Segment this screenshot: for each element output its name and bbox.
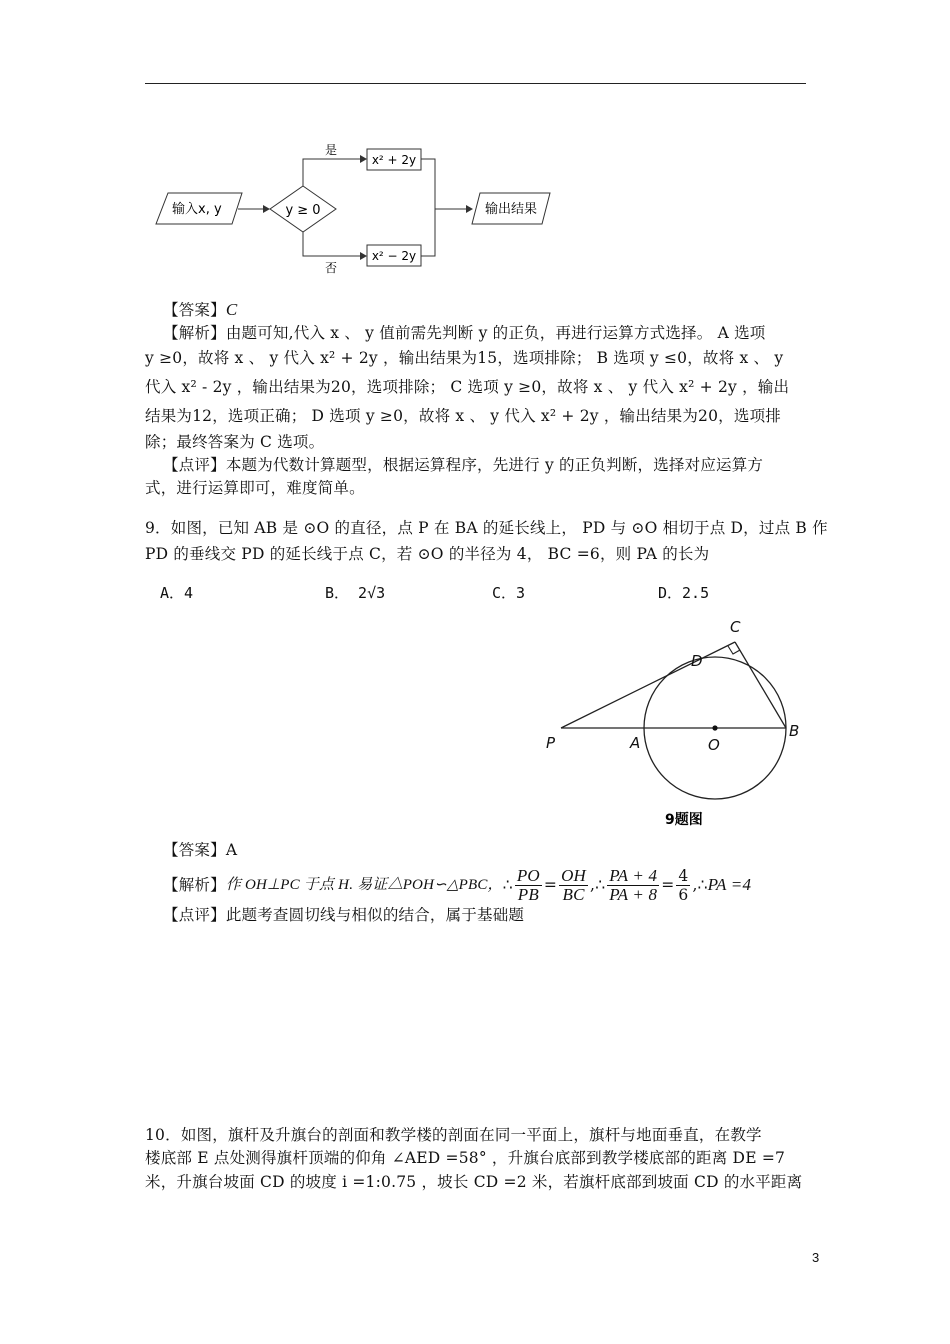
figure-caption: 9题图 xyxy=(665,812,703,828)
q8-analysis-line-5: 除；最终答案为 C 选项。 xyxy=(145,433,325,451)
center-dot xyxy=(712,725,717,730)
flowchart-diagram xyxy=(150,138,560,278)
flow-output-text: 输出结果 xyxy=(484,202,538,217)
q9-option-d: D．2.5 xyxy=(658,584,710,602)
label-o: O xyxy=(708,736,720,754)
q9-stem-line-2: PD 的垂线交 PD 的延长线于点 C，若 ⊙O 的半径为 4， BC =6，则 PA 的长为 xyxy=(145,545,710,563)
label-c: C xyxy=(730,618,741,636)
flow-condition-text: y ≥ 0 xyxy=(285,203,321,218)
q10-stem-line-1: 10．如图，旗杆及升旗台的剖面和教学楼的剖面在同一平面上，旗杆与地面垂直，在教学 xyxy=(145,1126,762,1144)
label-a: A xyxy=(630,734,641,752)
flow-yes-label: 是 xyxy=(325,143,338,157)
q9-analysis: 【解析】 作 OH⊥PC 于点 H. 易证△POH∽△PBC， ∴ $\frac{PO}{PB}$ = $\frac{OH}{BC}$ , ∴ $\frac{PA + 4}{PA + 8}$ = $\frac{4}{6}$ , ∴ PA =4 xyxy=(163,865,752,904)
q8-comment-line-1: 【点评】本题为代数计算题型，根据运算程序，先进行 y 的正负判断，选择对应运算方 xyxy=(163,456,764,474)
label-d: D xyxy=(691,652,703,670)
q9-option-c: C．3 xyxy=(492,584,526,602)
label-b: B xyxy=(789,722,800,740)
q10-stem-line-3: 米，升旗台坡面 CD 的坡度 i =1:0.75 ，坡长 CD =2 米，若旗杆底部到坡面 CD 的水平距离 xyxy=(145,1173,803,1191)
line-pc xyxy=(561,642,735,728)
q9-comment: 【点评】此题考查圆切线与相似的结合，属于基础题 xyxy=(163,906,525,924)
q9-option-a: A．4 xyxy=(160,584,194,602)
flow-no-label: 否 xyxy=(325,261,338,275)
q9-stem-line-1: 9．如图，已知 AB 是 ⊙O 的直径，点 P 在 BA 的延长线上， PD 与 ⊙O 相切于点 D，过点 B 作 xyxy=(145,519,828,537)
q8-analysis-line-1: 【解析】由题可知,代入 x 、 y 值前需先判断 y 的正负，再进行运算方式选择。 A 选项 xyxy=(163,324,766,342)
label-p: P xyxy=(546,734,556,752)
q9-geometry-figure xyxy=(538,612,818,834)
q8-analysis-line-3: 代入 x² - 2y ，输出结果为20，选项排除； C 选项 y ≥0，故将 x 、 y 代入 x² + 2y ，输出 xyxy=(145,378,790,396)
line-cb xyxy=(735,642,786,728)
q8-analysis-line-2: y ≥0，故将 x 、 y 代入 x² + 2y ，输出结果为15，选项排除； B 选项 y ≤0，故将 x 、 y xyxy=(145,349,784,367)
q8-answer: 【答案】C xyxy=(163,300,238,319)
q9-answer: 【答案】A xyxy=(163,841,238,859)
flow-input-text: 输入x, y xyxy=(172,202,222,217)
q8-analysis-line-4: 结果为12，选项正确； D 选项 y ≥0，故将 x 、 y 代入 x² + 2y ，输出结果为20，选项排 xyxy=(145,407,781,425)
page-number: 3 xyxy=(812,1250,820,1265)
header-rule xyxy=(145,83,806,84)
flow-yes-text: x² + 2y xyxy=(371,153,417,167)
q8-comment-line-2: 式，进行运算即可，难度简单。 xyxy=(145,479,365,497)
q10-stem-line-2: 楼底部 E 点处测得旗杆顶端的仰角 ∠AED =58° ，升旗台底部到教学楼底部的距离 DE =7 xyxy=(145,1149,786,1167)
flow-no-text: x² − 2y xyxy=(371,249,417,263)
q9-option-b: B． 2√3 xyxy=(325,584,386,602)
